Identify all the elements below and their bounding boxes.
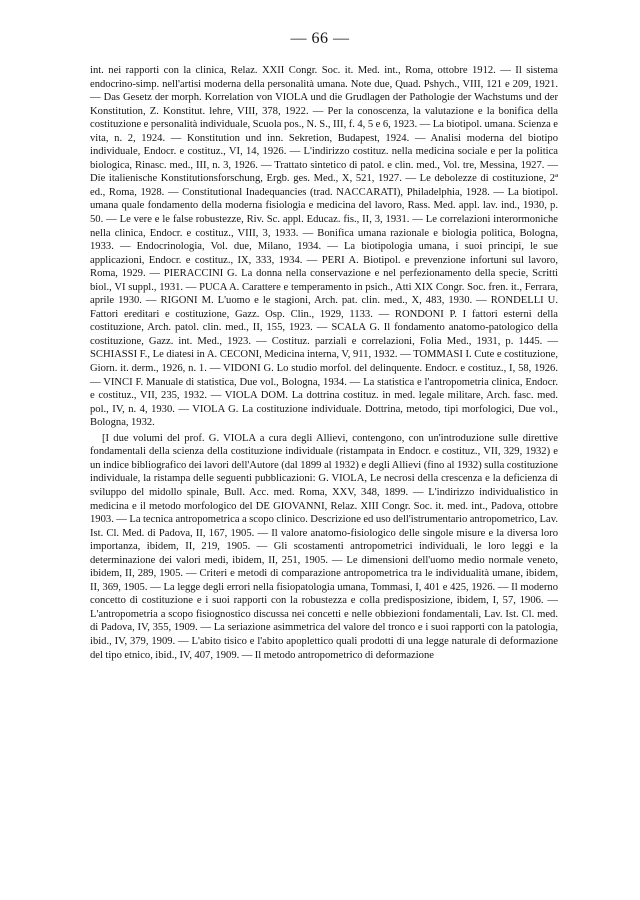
bibliography-paragraph-2: [I due volumi del prof. G. VIOLA a cura degli Allievi, contengono, con un'introduzione sulle direttive fondamentali della scienza della costituzione individuale (ristampata in Endocr. e costituz., VII, 329, 1932) e un indice bibliografico dei lavori dell'Autore (dal 1899 al 1932) e degli Allievi (fino al 1932) sulla costituzione individuale, la ristampa delle seguenti pubblicazioni: G. VIOLA, Le necrosi della crescenza e la deficienza di sviluppo del midollo spinale, Bull. Acc. med. Roma, XXV, 348, 1899. — L'indirizzo individualistico in medicina e il metodo morfologico del DE GIOVANNI, Relaz. XIII Congr. Soc. it. med. int., Padova, ottobre 1903. — La tecnica antropometrica a scopo clinico. Descrizione ed uso dell'istrumentario antropometrico, Lav. Ist. Cl. Med. di Padova, II, 167, 1905. — Il valore anatomo-fisiologico delle singole misure e la diversa loro importanza, ibidem, II, 219, 1905. — Gli scostamenti antropometrici individuali, le loro leggi e la determinazione dei valori medi, ibidem, II, 251, 1905. — Le dimensioni dell'uomo medio normale veneto, ibidem, II, 289, 1905. — Criteri e metodi di comparazione antropometrica tra le individualità umane, ibidem, II, 369, 1905. — La legge degli errori nella fisiopatologia umana, Tommasi, I, 401 e 425, 1926. — Il moderno concetto di costituzione e i suoi rapporti con la robustezza e colla predisposizione, ibidem, I, 57, 1906. — L'antropometria a scopo fisiognostico discussa nei concetti e nelle obbiezioni fondamentali, Lav. Ist. Cl. med. di Padova, IV, 355, 1909. — La seriazione asimmetrica del valore del tronco e i suoi rapporti con la patologia, ibid., IV, 379, 1909. — L'abito tisico e l'abito apoplettico quali prodotti di una legge naturale di deformazione del tipo etnico, ibid., IV, 407, 1909. — Il metodo antropometrico di deformazione (90, 432, 558, 661)
page-number: — 66 — (290, 30, 350, 47)
bibliography-paragraph-1: int. nei rapporti con la clinica, Relaz. XXII Congr. Soc. it. Med. int., Roma, ottobre 1912. — Il sistema endocrino-simp. nell'artisi moderna della personalità umana. Note due, Quad. Pshych., VIII, 121 e 209, 1921. — Das Gesetz der morph. Korrelation von VIOLA und die Grudlagen der Pathologie der Wachstums und der Konstitution, Z. Konstitut. lehre, VIII, 378, 1922. — Per la conoscenza, la valutazione e la bonifica della costituzione e personalità individuale, Scuola pos., N. S., III, f. 4, 5 e 6, 1923. — La biotipol. umana. Scienza e vita, n. 2, 1924. — Konstitution und inn. Sekretion, Budapest, 1924. — Analisi moderna del biotipo individuale, Endocr. e costituz., VI, 14, 1926. — L'indirizzo costituz. nella medicina sociale e per la politica biologica, Rinasc. med., III, n. 3, 1926. — Trattato sintetico di patol. e clin. med., Vol. tre, Messina, 1927. — Die italienische Konstitutionsforschung, Ergb. ges. Med., X, 521, 1927. — Le debolezze di costituzione, 2ª ed., Roma, 1928. — Constitutional Inadequancies (trad. NACCARATI), Philadelphia, 1928. — La biotipol. umana quale fondamento della moderna fisiologia e medicina del lavoro, Rass. Med. appl. lav. ind., 1930, p. 50. — Le vere e le false robustezze, Riv. Sc. appl. Educaz. fis., II, 3, 1931. — Le correlazioni interormoniche nella clinica, Endocr. e costituz., VIII, 3, 1933. — Bonifica umana razionale e biologia politica, Bologna, 1933. — Endocrinologia, Vol. due, Milano, 1934. — La biotipologia umana, i suoi principi, le sue applicazioni, Endocr. e costituz., IX, 333, 1934. — PERI A. Biotipol. e prevenzione infortuni sul lavoro, Roma, 1929. — PIERACCINI G. La donna nella conservazione e nel perfezionamento della specie, Scritti biol., VI suppl., 1931. — PUCA A. Carattere e temperamento in psich., Atti XIX Congr. Soc. fren. it., Ferrara, aprile 1930. — RIGONI M. L'uomo e le stagioni, Arch. pat. clin. med., X, 483, 1930. — RONDELLI U. Fattori ereditari e costituzione, Gazz. Osp. Clin., 1929, 1133. — RONDONI P. I fattori esterni della costituzione, Arch. patol. clin. med., II, 155, 1923. — SCALA G. Il fondamento anatomo-patologico della costituzione, Gazz. int. Med., 1923. — Costituz. parziali e correlazioni, Folia Med., 1931, p. 1445. — SCHIASSI F., Le diatesi in A. CECONI, Medicina interna, V, 911, 1932. — TOMMASI I. Cute e costituzione, Giorn. it. derm., 1926, n. 1. — VIDONI G. Lo studio morfol. del delinquente. Endocr. e costituz., I, 58, 1926. — VINCI F. Manuale di statistica, Due vol., Bologna, 1934. — La statistica e l'antropometria clinica, Endocr. e costituz., VII, 235, 1932. — VIOLA DOM. La dottrina costituz. in med. legale militare, Arch. fasc. med. pol., IV, n. 4, 1930. — VIOLA G. La costituzione individuale. Dottrina, metodo, tipi morfologici, Due vol., Bologna, 1932. (90, 65, 558, 429)
bibliography-text (90, 64, 558, 662)
